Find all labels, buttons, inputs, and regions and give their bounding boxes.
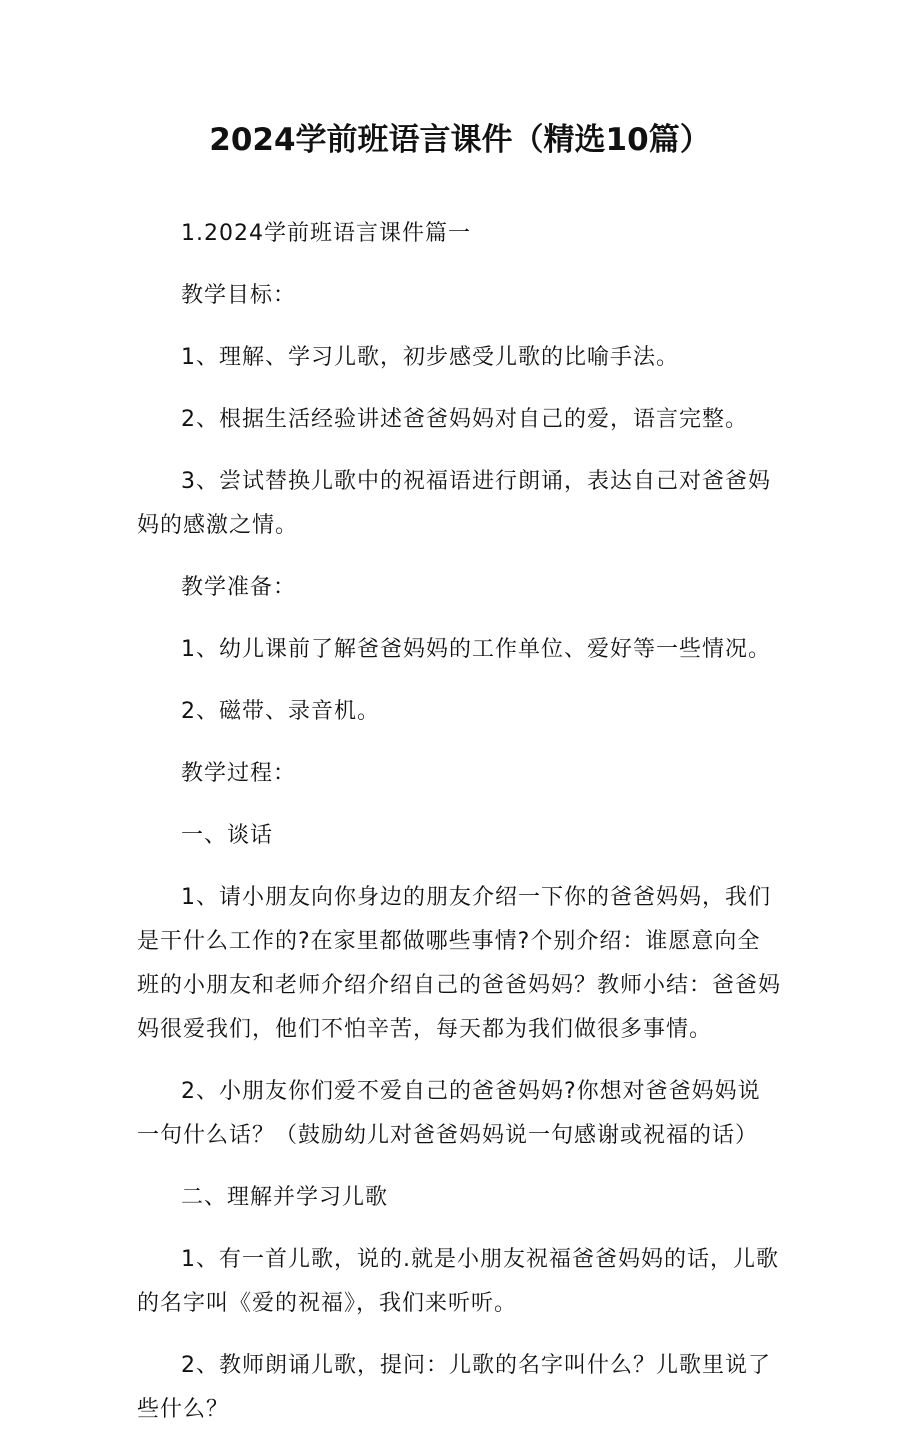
paragraph: 1、幼儿课前了解爸爸妈妈的工作单位、爱好等一些情况。 bbox=[181, 637, 771, 662]
paragraph: 2、小朋友你们爱不爱自己的爸爸妈妈?你想对爸爸妈妈说一句什么话？（鼓励幼儿对爸爸妈妈说一句感谢或祝福的话） bbox=[137, 1079, 761, 1148]
paragraph: 1、请小朋友向你身边的朋友介绍一下你的爸爸妈妈，我们是干什么工作的?在家里都做哪些事情?个别介绍：谁愿意向全班的小朋友和老师介绍介绍自己的爸爸妈妈？教师小结：爸爸妈妈很爱我们，他们不怕辛苦，每天都为我们做很多事情。 bbox=[137, 885, 782, 1042]
paragraph: 一、谈话 bbox=[181, 823, 274, 848]
paragraph: 2、磁带、录音机。 bbox=[181, 699, 380, 724]
paragraph: 3、尝试替换儿歌中的祝福语进行朗诵，表达自己对爸爸妈妈的感激之情。 bbox=[137, 469, 771, 538]
paragraph: 1、有一首儿歌，说的.就是小朋友祝福爸爸妈妈的话，儿歌的名字叫《爱的祝福》，我们来听听。 bbox=[137, 1247, 779, 1316]
document-title: 2024学前班语言课件（精选10篇） bbox=[209, 122, 711, 158]
document-body bbox=[137, 212, 783, 1450]
paragraph: 教学目标： bbox=[181, 283, 297, 308]
paragraph: 教学过程： bbox=[181, 761, 297, 786]
paragraph: 教学准备： bbox=[181, 575, 297, 600]
paragraph: 二、理解并学习儿歌 bbox=[181, 1185, 389, 1210]
paragraph: 1、理解、学习儿歌，初步感受儿歌的比喻手法。 bbox=[181, 345, 679, 370]
section-heading: 1.2024学前班语言课件篇一 bbox=[181, 221, 471, 246]
paragraph: 2、根据生活经验讲述爸爸妈妈对自己的爱，语言完整。 bbox=[181, 407, 748, 432]
paragraph: 2、教师朗诵儿歌，提问：儿歌的名字叫什么？儿歌里说了些什么？ bbox=[137, 1353, 771, 1422]
